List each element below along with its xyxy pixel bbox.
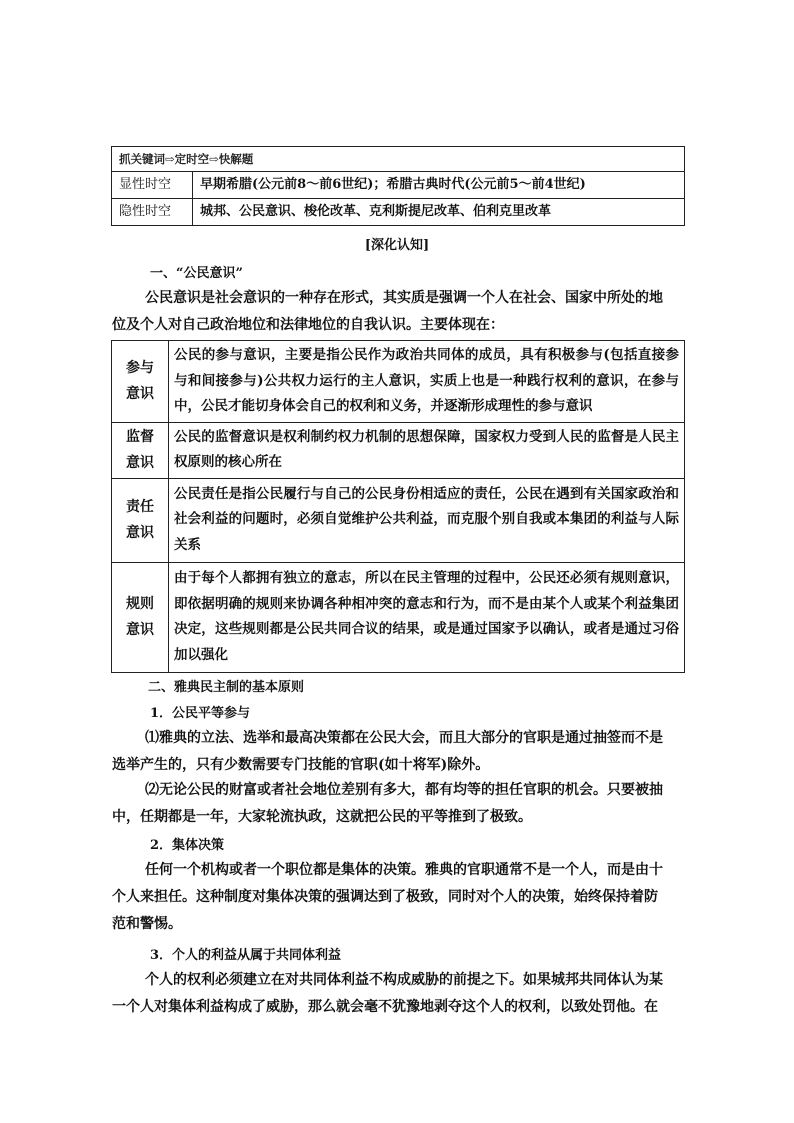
implicit-time-label: 隐性时空 xyxy=(112,199,193,226)
label-part1: 监督 xyxy=(126,429,154,445)
paragraph-4-line2: 一个人对集体利益构成了威胁，那么就会毫不犹豫地剥夺这个人的权利，以致处罚他。在 xyxy=(112,999,658,1015)
label-part2: 意识 xyxy=(126,386,154,403)
section1-intro-line1: 公民意识是社会意识的一种存在形式，其实质是强调一个人在社会、国家中所处的地 xyxy=(145,290,663,306)
key-info-header-row xyxy=(112,147,685,172)
paragraph-3-line1: 任何一个机构或者一个职位都是集体的决策。雅典的官职通常不是一个人，而是由十 xyxy=(145,862,663,878)
paragraph-2-line1: ⑵无论公民的财富或者社会地位差别有多大，都有均等的担任官职的机会。只要被抽 xyxy=(145,782,663,798)
civic-row-participation xyxy=(112,341,685,423)
section1-intro-line2: 位及个人对自己政治地位和法律地位的自我认识。主要体现在： xyxy=(112,317,504,333)
civic-row-responsibility xyxy=(112,478,685,562)
explicit-time-value: 早期希腊(公元前8～前6世纪)；希腊古典时代(公元前5～前4世纪) xyxy=(193,172,685,199)
paragraph-3 xyxy=(112,857,684,938)
key-info-title: 抓关键词⇨定时空⇨快解题 xyxy=(112,147,685,172)
label-part1: 参与 xyxy=(126,360,154,377)
label-part2: 意识 xyxy=(126,525,154,541)
paragraph-3-line2: 个人来担任。这种制度对集体决策的强调达到了极致，同时对个人的决策，始终保持着防 xyxy=(112,889,658,905)
paragraph-2-line2: 中，任期都是一年，大家轮流执政，这就把公民的平等推到了极致。 xyxy=(112,809,532,825)
label-part2: 意识 xyxy=(126,455,154,471)
civic-row-label xyxy=(112,562,169,672)
paragraph-1 xyxy=(112,725,684,779)
subheading-collective-decision: 2．集体决策 xyxy=(150,838,225,853)
label-part2: 意识 xyxy=(126,622,154,638)
civic-row-label xyxy=(112,341,169,423)
explicit-time-row xyxy=(112,172,685,199)
civic-row-text: 由于每个人都拥有独立的意志，所以在民主管理的过程中，公民还必须有规则意识，即依据明确的规则来协调各种相冲突的意志和行为，而不是由某个人或某个利益集团决定，这些规则都是公民共同合议的结果，或是通过国家予以确认，或者是通过习俗加以强化 xyxy=(169,562,685,672)
label-part1: 责任 xyxy=(126,499,154,515)
implicit-time-row xyxy=(112,199,685,226)
paragraph-4 xyxy=(112,967,684,1021)
civic-awareness-table xyxy=(111,340,685,673)
section2-heading: 二、雅典民主制的基本原则 xyxy=(148,680,305,695)
section1-intro xyxy=(112,285,684,339)
paragraph-4-line1: 个人的权利必须建立在对共同体利益不构成威胁的前提之下。如果城邦共同体认为某 xyxy=(145,972,663,988)
subheading-equal-participation: 1．公民平等参与 xyxy=(150,706,251,721)
paragraph-2 xyxy=(112,777,684,831)
civic-row-text: 公民的监督意识是权利制约权力机制的思想保障，国家权力受到人民的监督是人民主权原则的核心所在 xyxy=(169,422,685,478)
civic-row-label xyxy=(112,422,169,478)
paragraph-1-line2: 选举产生的，只有少数需要专门技能的官职(如十将军)除外。 xyxy=(112,757,490,773)
civic-row-text: 公民的参与意识，主要是指公民作为政治共同体的成员，具有积极参与(包括直接参与和间接参与)公共权力运行的主人意识，实质上也是一种践行权利的意识，在参与中，公民才能切身体会自己的权利和义务，并逐渐形成理性的参与意识 xyxy=(169,341,685,423)
deepen-title: [深化认知] xyxy=(364,238,430,253)
explicit-time-label: 显性时空 xyxy=(112,172,193,199)
implicit-time-value: 城邦、公民意识、梭伦改革、克利斯提尼改革、伯利克里改革 xyxy=(193,199,685,226)
civic-row-supervision xyxy=(112,422,685,478)
key-info-table xyxy=(111,146,685,226)
section1-heading: 一、“公民意识” xyxy=(150,266,243,281)
subheading-community-interest: 3．个人的利益从属于共同体利益 xyxy=(150,948,342,963)
paragraph-3-line3: 范和警惕。 xyxy=(112,916,182,932)
civic-row-label xyxy=(112,478,169,562)
civic-row-text: 公民责任是指公民履行与自己的公民身份相适应的责任，公民在遇到有关国家政治和社会利益的问题时，必须自觉维护公共利益，而克服个别自我或本集团的利益与人际关系 xyxy=(169,478,685,562)
label-part1: 规则 xyxy=(126,596,154,612)
civic-row-rules xyxy=(112,562,685,672)
paragraph-1-line1: ⑴雅典的立法、选举和最高决策都在公民大会，而且大部分的官职是通过抽签而不是 xyxy=(145,730,663,746)
